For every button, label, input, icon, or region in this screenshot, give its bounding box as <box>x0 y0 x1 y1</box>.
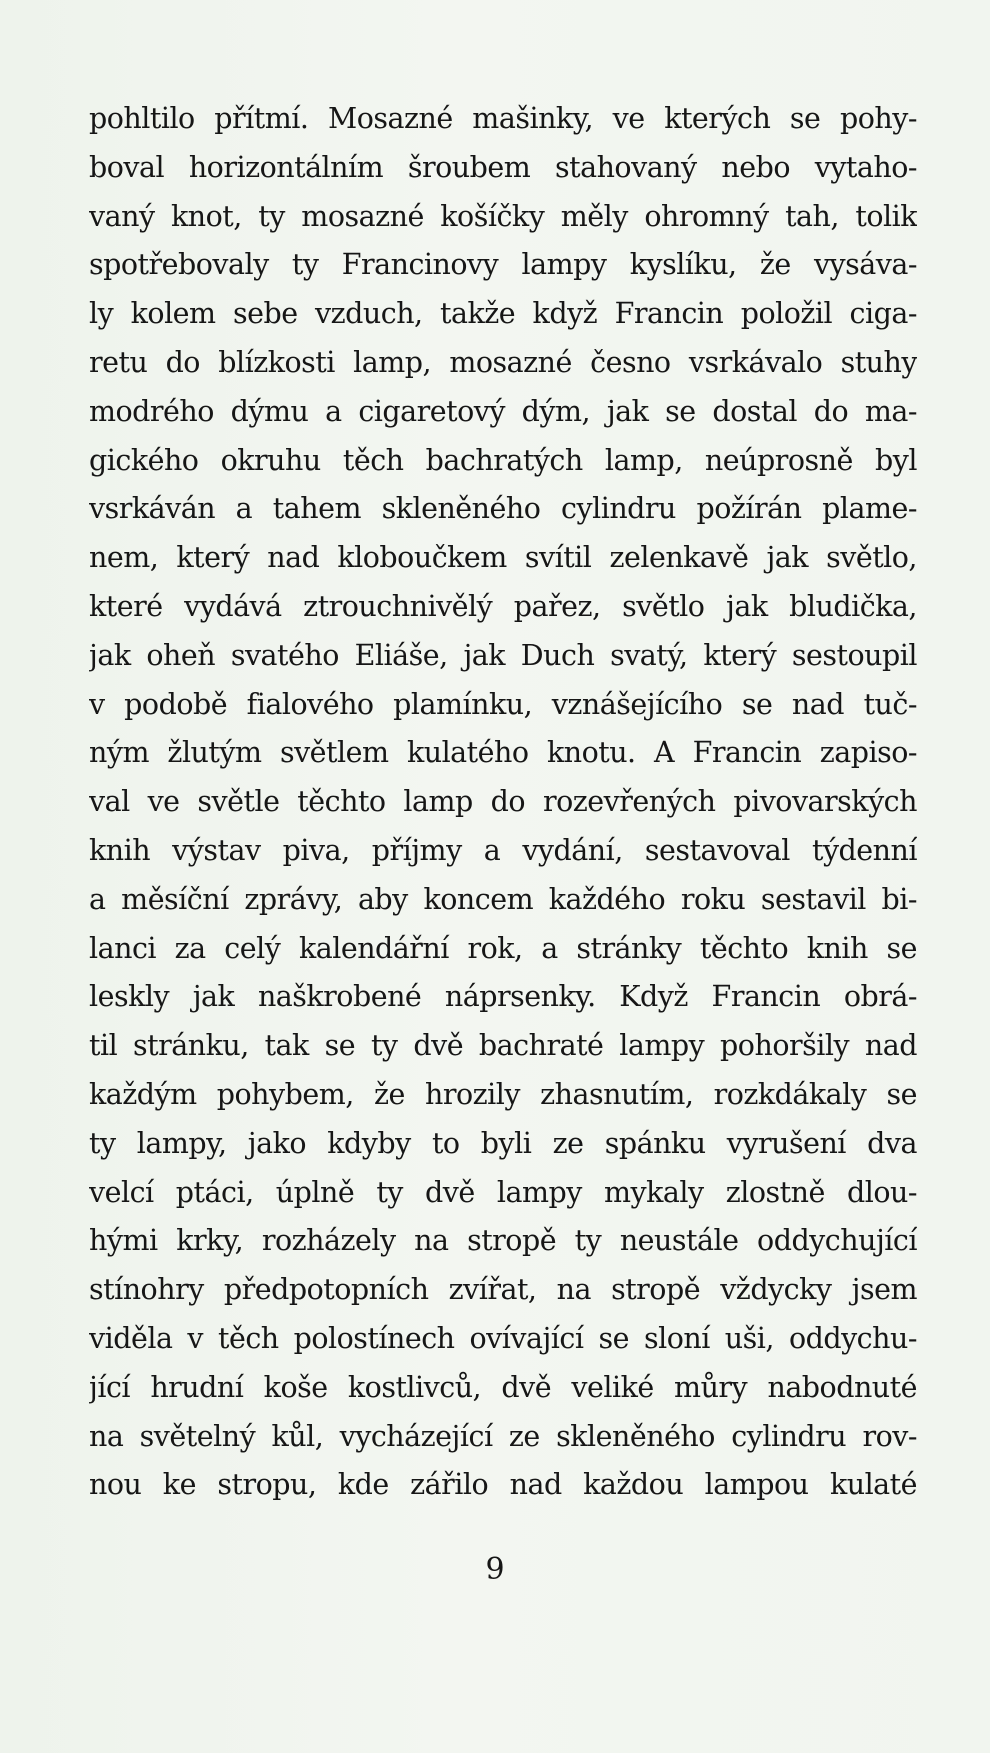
page-number: 9 <box>485 1552 505 1587</box>
text-line-21: každým pohybem, že hrozily zhasnutím, rozkdákaly se <box>89 1077 917 1111</box>
text-line-28: na světelný kůl, vycházející ze skleněného cylindru rov- <box>89 1419 917 1453</box>
text-line-18: lanci za celý kalendářní rok, a stránky těchto knih se <box>89 931 917 965</box>
text-line-8: gického okruhu těch bachratých lamp, neúprosně byl <box>89 443 917 477</box>
text-line-20: til stránku, tak se ty dvě bachraté lampy pohoršily nad <box>89 1029 917 1063</box>
text-line-29: nou ke stropu, kde zářilo nad každou lampou kulaté <box>89 1468 917 1502</box>
text-line-13: v podobě fialového plamínku, vznášejícího se nad tuč- <box>89 687 917 721</box>
text-line-10: nem, který nad kloboučkem svítil zelenkavě jak světlo, <box>89 541 917 575</box>
text-line-9: vsrkáván a tahem skleněného cylindru požírán plame- <box>89 492 917 526</box>
text-line-17: a měsíční zprávy, aby koncem každého roku sestavil bi- <box>89 882 917 916</box>
text-line-4: spotřebovaly ty Francinovy lampy kyslíku, že vysáva- <box>89 248 917 282</box>
text-line-24: hými krky, rozházely na stropě ty neustále oddychující <box>89 1224 917 1258</box>
text-line-25: stínohry předpotopních zvířat, na stropě vždycky jsem <box>89 1273 917 1307</box>
text-line-3: vaný knot, ty mosazné košíčky měly ohromný tah, tolik <box>89 199 917 233</box>
text-line-1: pohltilo přítmí. Mosazné mašinky, ve kterých se pohy- <box>89 102 917 135</box>
text-line-5: ly kolem sebe vzduch, takže když Francin položil ciga- <box>89 297 917 331</box>
text-line-16: knih výstav piva, příjmy a vydání, sestavoval týdenní <box>89 833 917 867</box>
text-line-26: viděla v těch polostínech ovívající se sloní uši, oddychu- <box>89 1321 917 1355</box>
text-line-14: ným žlutým světlem kulatého knotu. A Francin zapiso- <box>89 736 917 770</box>
text-line-22: ty lampy, jako kdyby to byli ze spánku vyrušení dva <box>89 1126 917 1160</box>
text-line-11: které vydává ztrouchnivělý pařez, světlo jak bludička, <box>89 589 917 623</box>
text-line-6: retu do blízkosti lamp, mosazné česno vsrkávalo stuhy <box>89 345 917 379</box>
text-line-15: val ve světle těchto lamp do rozevřených pivovarských <box>89 785 917 819</box>
text-line-27: jící hrudní koše kostlivců, dvě veliké můry nabodnuté <box>89 1370 917 1404</box>
text-line-23: velcí ptáci, úplně ty dvě lampy mykaly zlostně dlou- <box>89 1175 917 1209</box>
text-line-12: jak oheň svatého Eliáše, jak Duch svatý, který sestoupil <box>89 638 917 672</box>
text-line-7: modrého dýmu a cigaretový dým, jak se dostal do ma- <box>89 394 917 428</box>
body-text <box>89 95 917 1510</box>
text-line-19: leskly jak naškrobené náprsenky. Když Francin obrá- <box>89 980 917 1014</box>
text-line-2: boval horizontálním šroubem stahovaný nebo vytaho- <box>89 150 917 184</box>
